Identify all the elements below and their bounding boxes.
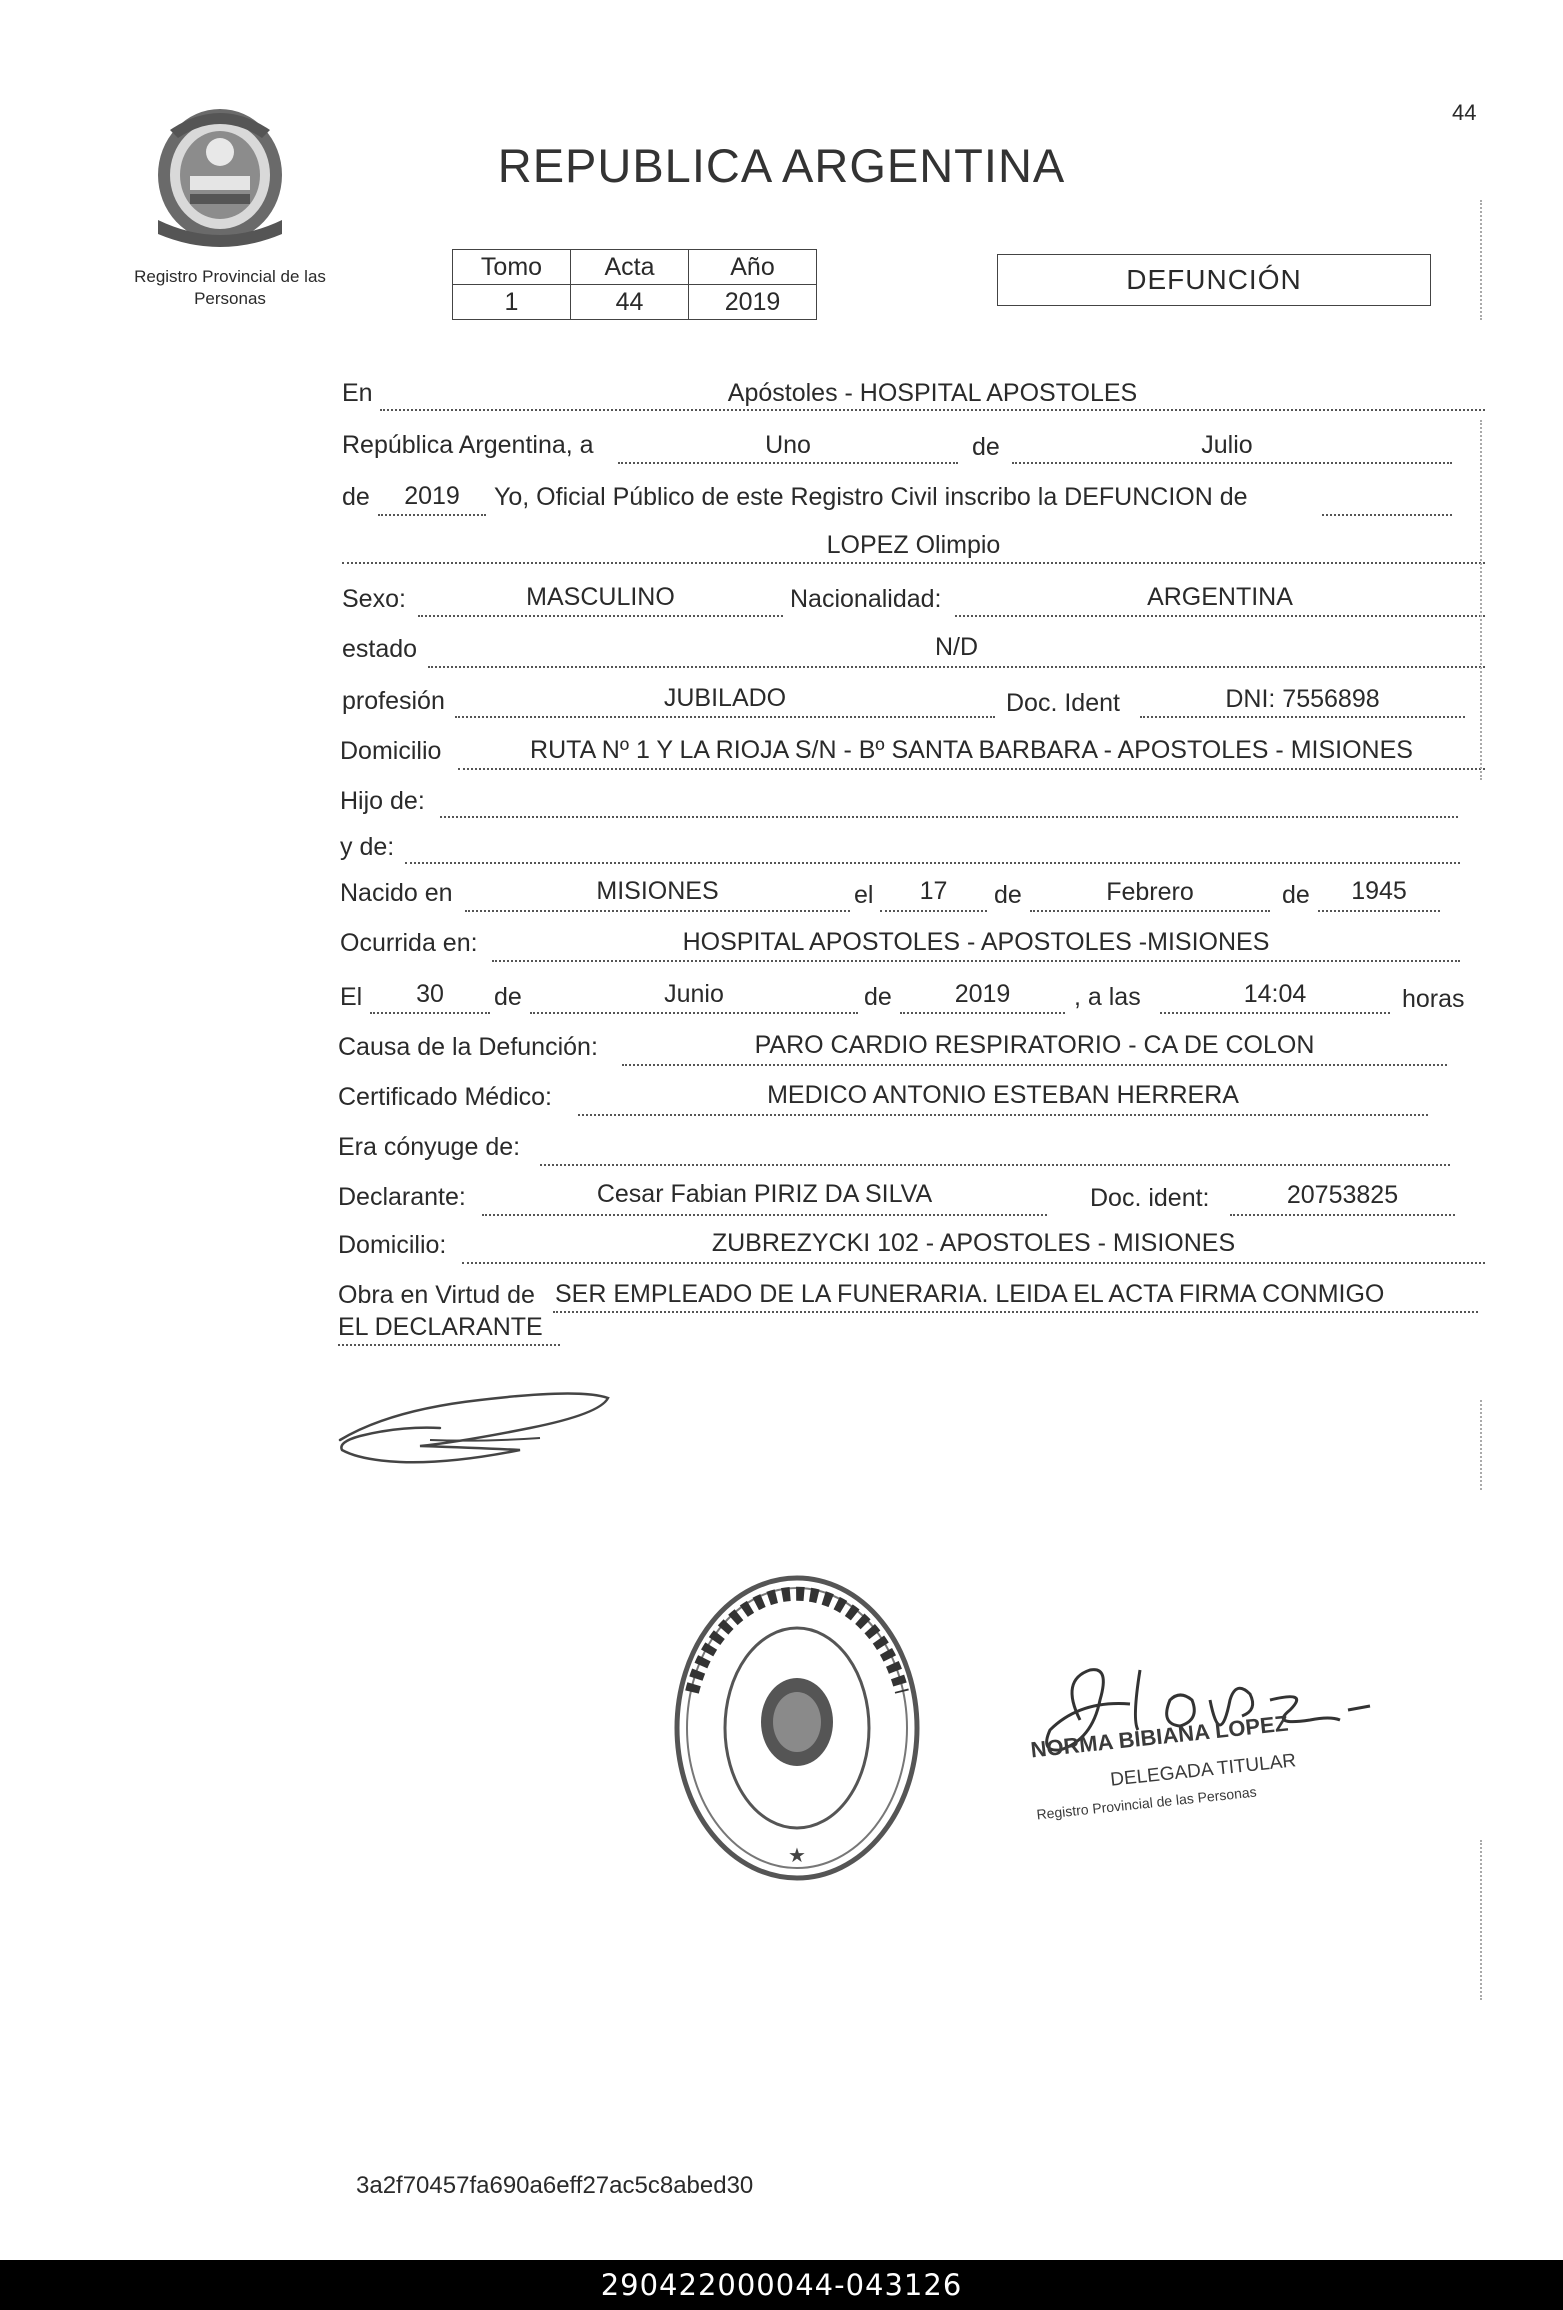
value-def-hora: 14:04 xyxy=(1243,980,1307,1008)
official-name: NORMA BIBIANA LOPEZ xyxy=(1029,1710,1290,1763)
label-de-3: de xyxy=(994,881,1022,909)
label-de-2: de xyxy=(342,483,370,511)
value-doc: DNI: 7556898 xyxy=(1225,685,1380,713)
declarant-signature xyxy=(330,1380,620,1490)
organization-name: Registro Provincial de las Personas xyxy=(134,267,326,308)
line-declarante-doc xyxy=(1230,1214,1455,1216)
label-hijo-de: Hijo de: xyxy=(340,787,425,815)
line-conyuge xyxy=(540,1164,1450,1166)
line-y-de xyxy=(405,862,1460,864)
line-declarante xyxy=(482,1214,1047,1216)
line-estado xyxy=(428,666,1485,668)
value-declarante-doc: 20753825 xyxy=(1286,1181,1399,1209)
line-hijo-de xyxy=(440,816,1458,818)
label-de-1: de xyxy=(972,433,1000,461)
label-doc-ident: Doc. Ident xyxy=(1006,689,1120,717)
value-domicilio-2: ZUBREZYCKI 102 - APOSTOLES - MISIONES xyxy=(711,1229,1236,1257)
label-de-4: de xyxy=(1282,881,1310,909)
line-def-hora xyxy=(1160,1012,1390,1014)
line-nacido-en xyxy=(465,910,850,912)
label-declarante: Declarante: xyxy=(338,1183,466,1211)
line-mes xyxy=(1012,462,1452,464)
label-republica: República Argentina, a xyxy=(342,431,594,459)
label-nacionalidad: Nacionalidad: xyxy=(790,585,942,613)
value-estado: N/D xyxy=(934,633,979,661)
value-def-anio: 2019 xyxy=(954,980,1011,1008)
label-de-5: de xyxy=(494,983,522,1011)
value-dia: Uno xyxy=(765,431,811,459)
record-table-value-row xyxy=(453,285,817,320)
label-certificado: Certificado Médico: xyxy=(338,1083,552,1111)
label-obra: Obra en Virtud de xyxy=(338,1281,535,1309)
label-el-lower: el xyxy=(854,881,874,909)
value-lugar: Apóstoles - HOSPITAL APOSTOLES xyxy=(727,379,1138,407)
page-number: 44 xyxy=(1452,100,1477,125)
svg-text:★: ★ xyxy=(788,1843,806,1867)
line-nombre xyxy=(342,562,1485,564)
value-nac-mes: Febrero xyxy=(1106,878,1194,906)
value-nombre: LOPEZ Olimpio xyxy=(826,531,1001,559)
value-declarante: Cesar Fabian PIRIZ DA SILVA xyxy=(596,1180,933,1208)
record-header-anio: Año xyxy=(689,250,817,285)
label-domicilio-2: Domicilio: xyxy=(338,1231,447,1259)
line-obra-1 xyxy=(553,1311,1478,1313)
line-doc xyxy=(1140,716,1465,718)
record-value-tomo: 1 xyxy=(453,285,571,320)
line-nac-mes xyxy=(1030,910,1270,912)
value-nacido-en: MISIONES xyxy=(596,877,719,905)
document-hash: 3a2f70457fa690a6eff27ac5c8abed30 xyxy=(356,2172,754,2199)
value-obra-line1: SER EMPLEADO DE LA FUNERARIA. LEIDA EL ACTA FIRMA CONMIGO xyxy=(555,1280,1385,1308)
line-sexo xyxy=(418,615,783,617)
value-nac-dia: 17 xyxy=(919,877,948,905)
label-y-de: y de: xyxy=(340,833,395,861)
scan-mark xyxy=(1480,200,1482,320)
label-de-6: de xyxy=(864,983,892,1011)
label-en: En xyxy=(342,379,373,407)
label-estado: estado xyxy=(342,635,418,663)
label-ocurrida-en: Ocurrida en: xyxy=(340,929,478,957)
official-stamp xyxy=(672,1572,922,1884)
official-title: DELEGADA TITULAR xyxy=(1109,1750,1298,1791)
line-dia xyxy=(618,462,958,464)
value-causa: PARO CARDIO RESPIRATORIO - CA DE COLON xyxy=(754,1031,1315,1059)
record-type-box: DEFUNCIÓN xyxy=(997,254,1431,306)
scan-mark xyxy=(1480,420,1482,780)
line-def-dia xyxy=(370,1012,490,1014)
record-header-tomo: Tomo xyxy=(453,250,571,285)
official-org: Registro Provincial de las Personas xyxy=(1035,1783,1258,1823)
line-profesion xyxy=(455,716,995,718)
line-obra-2 xyxy=(338,1344,560,1346)
label-horas: horas xyxy=(1402,985,1465,1013)
line-def-anio xyxy=(900,1012,1065,1014)
line-nac-anio xyxy=(1318,910,1440,912)
value-nacionalidad: ARGENTINA xyxy=(1147,583,1293,611)
value-nac-anio: 1945 xyxy=(1351,877,1407,905)
label-sexo: Sexo: xyxy=(342,585,406,613)
scan-mark xyxy=(1480,1400,1482,1490)
value-obra-line2: EL DECLARANTE xyxy=(338,1313,543,1341)
page-title: REPUBLICA ARGENTINA xyxy=(497,139,1066,192)
label-conyuge: Era cónyuge de: xyxy=(338,1133,521,1161)
label-domicilio: Domicilio xyxy=(340,737,442,765)
line-domicilio-2 xyxy=(462,1262,1485,1264)
line-lugar xyxy=(380,409,1485,411)
label-el-upper: El xyxy=(340,983,363,1011)
line-certificado xyxy=(578,1114,1428,1116)
line-nacionalidad xyxy=(955,615,1485,617)
record-table xyxy=(452,249,817,320)
label-a-las: , a las xyxy=(1074,983,1141,1011)
value-anio: 2019 xyxy=(404,482,460,510)
label-nacido-en: Nacido en xyxy=(340,879,453,907)
line-statement-end xyxy=(1322,514,1452,516)
label-doc-ident-2: Doc. ident: xyxy=(1090,1184,1210,1212)
value-def-dia: 30 xyxy=(416,980,444,1008)
label-causa: Causa de la Defunción: xyxy=(338,1033,598,1061)
value-profesion: JUBILADO xyxy=(663,684,787,712)
value-ocurrida-en: HOSPITAL APOSTOLES - APOSTOLES -MISIONES xyxy=(682,928,1270,956)
line-nac-dia xyxy=(880,910,987,912)
line-def-mes xyxy=(530,1012,858,1014)
value-domicilio: RUTA Nº 1 Y LA RIOJA S/N - Bº SANTA BARBARA - APOSTOLES - MISIONES xyxy=(530,736,1413,764)
statement-text: Yo, Oficial Público de este Registro Civil inscribo la DEFUNCION de xyxy=(494,483,1248,511)
label-profesion: profesión xyxy=(342,687,445,715)
line-ocurrida-en xyxy=(492,960,1460,962)
value-mes: Julio xyxy=(1201,431,1253,459)
record-value-acta: 44 xyxy=(571,285,689,320)
record-table-header-row xyxy=(453,250,817,285)
scan-mark xyxy=(1480,1840,1482,2000)
line-causa xyxy=(622,1064,1447,1066)
footer-code: 290422000044-043126 xyxy=(600,2268,963,2302)
value-def-mes: Junio xyxy=(664,980,724,1008)
line-domicilio xyxy=(458,768,1485,770)
record-header-acta: Acta xyxy=(571,250,689,285)
record-value-anio: 2019 xyxy=(689,285,817,320)
value-sexo: MASCULINO xyxy=(526,583,675,611)
value-certificado: MEDICO ANTONIO ESTEBAN HERRERA xyxy=(767,1081,1239,1109)
line-anio xyxy=(378,514,486,516)
